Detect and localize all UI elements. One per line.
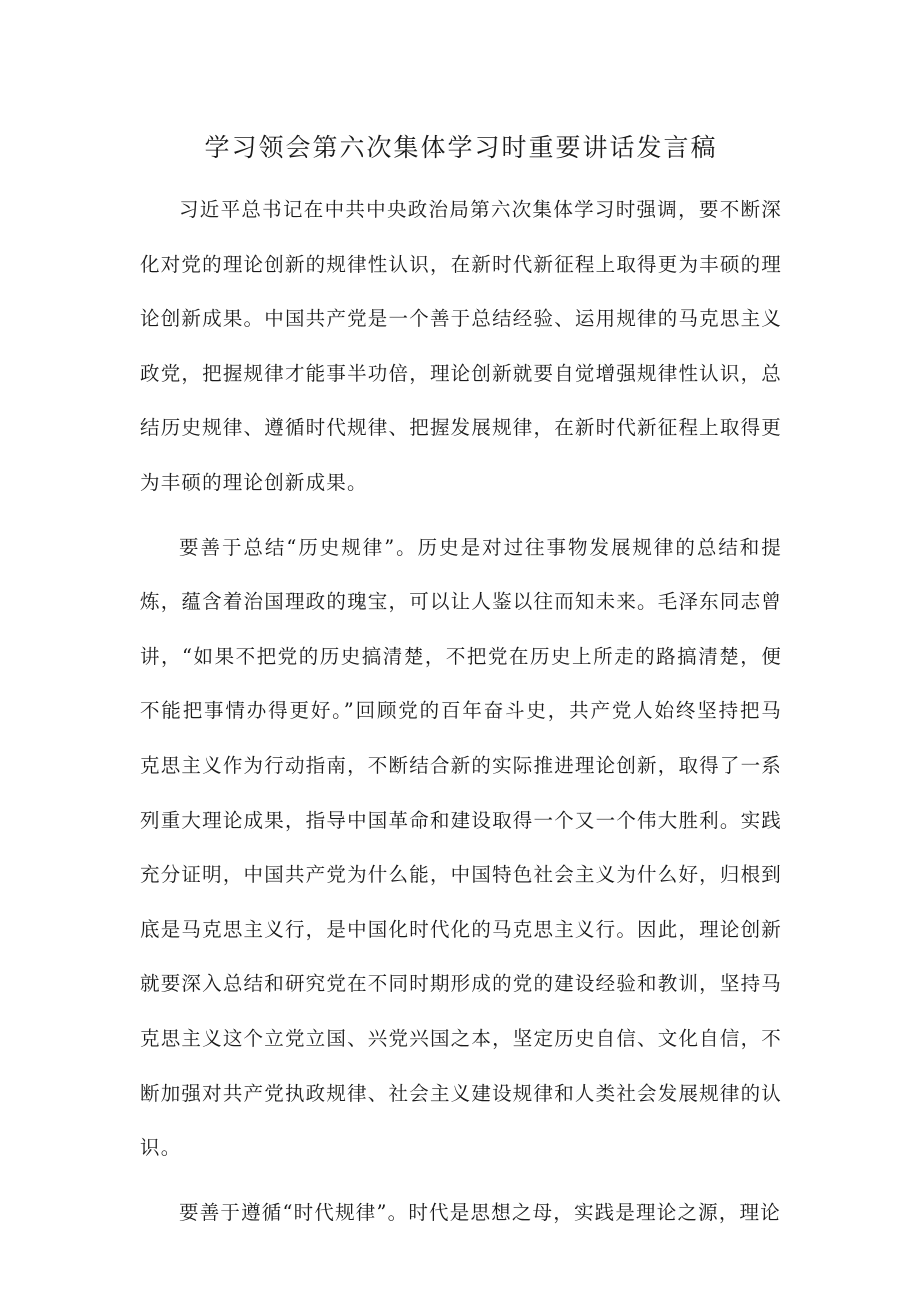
document-title: 学习领会第六次集体学习时重要讲话发言稿 <box>204 133 718 162</box>
paragraph-intro: 习近平总书记在中共中央政治局第六次集体学习时强调，要不断深化对党的理论创新的规律性认识，在新时代新征程上取得更为丰硕的理论创新成果。中国共产党是一个善于总结经验、运用规律的马克思主义政党，把握规律才能事半功倍，理论创新就要自觉增强规律性认识，总结历史规律、遵循时代规律、把握发展规律，在新时代新征程上取得更为丰硕的理论创新成果。 <box>140 198 782 494</box>
paragraph-era-rules: 要善于遵循“时代规律”。时代是思想之母，实践是理论之源，理论 <box>179 1200 781 1224</box>
paragraph-history-rules: 要善于总结“历史规律”。历史是对过往事物发展规律的总结和提炼，蕴含着治国理政的瑰宝，可以让人鉴以往而知未来。毛泽东同志曾讲，“如果不把党的历史搞清楚，不把党在历史上所走的路搞清楚，便不能把事情办得更好。”回顾党的百年奋斗史，共产党人始终坚持把马克思主义作为行动指南，不断结合新的实际推进理论创新，取得了一系列重大理论成果，指导中国革命和建设取得一个又一个伟大胜利。实践充分证明，中国共产党为什么能，中国特色社会主义为什么好，归根到底是马克思主义行，是中国化时代化的马克思主义行。因此，理论创新就要深入总结和研究党在不同时期形成的党的建设经验和教训，坚持马克思主义这个立党立国、兴党兴国之本，坚定历史自信、文化自信，不断加强对共产党执政规律、社会主义建设规律和人类社会发展规律的认识。 <box>140 535 782 1160</box>
